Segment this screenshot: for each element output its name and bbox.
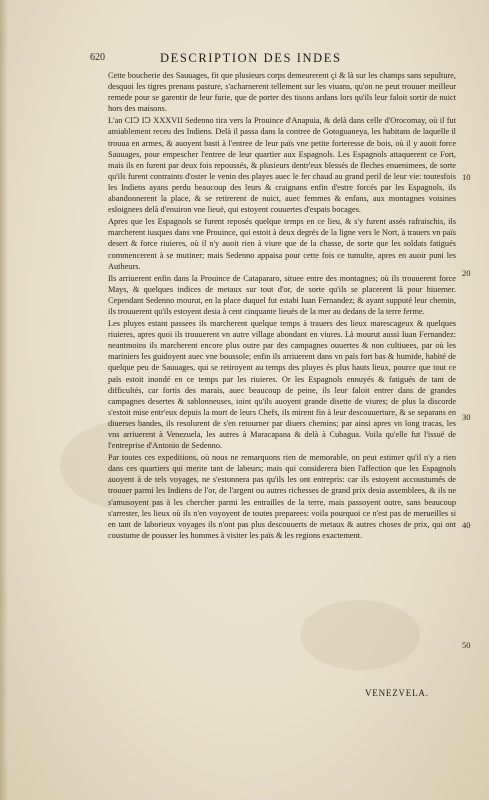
paper-stain <box>300 600 420 670</box>
margin-line-number: 20 <box>462 268 471 278</box>
catchword: VENEZVELA. <box>365 688 429 698</box>
margin-line-number: 10 <box>462 172 471 182</box>
page-gutter-shadow <box>0 0 8 800</box>
page-number: 620 <box>90 52 105 63</box>
paragraph: Ils arriuerent enfin dans la Prouince de Catapararo, situee entre des montagnes; où ils trouuerent force Mays, & quelques indices de metaux sur tout d'or, de sorte qu'ils se placerent là pour hiuerner. Cependant Sedenno mourut, en la place duquel fut estabi Iuan Fernandez; & ayant supputé leur chemin, ils trouuerent qu'ils estoyent desia à cent cinquante lieuës de la mer au dedans de la terre ferme. <box>108 273 456 316</box>
margin-line-number: 30 <box>462 412 471 422</box>
margin-line-number: 40 <box>462 520 471 530</box>
paragraph: Par toutes ces expeditions, où nous ne remarquons rien de memorable, on peut estimer qu'il n'y a rien dans ces quartiers qui merite tant de labeurs; mais qui considerera bien l'affection que les Espagnols auoyent à de tels voyages, ne s'estonnera pas qu'ils les ont entrepris: car ils estoyent accoustumés de trouuer parmi les Indiens de l'or, de l'argent ou autres richesses de grand prix desia assemblees, & ils ne s'amusoyent pas à les chercher parmi les entrailles de la terre, mais passoyent outre, sans beaucoup s'arrester, les lieux où ils n'en voyoyent de toutes preparees: voila pourquoi ce n'est pas de merueilles si en tant de laborieux voyages ils n'ont pas plus descouuerts de metaux & autres choses de prix, qui ont coustume de pousser les hommes à visiter les païs & les regions exactement. <box>108 453 456 540</box>
paragraph: L'an CIↃ IↃ XXXVII Sedenno tira vers la Prouince d'Anapuia, & delà dans celle d'Orocomay, où il fut amiablement receu des Indiens. Delà il passa dans la contree de Gotoguaneya, les habitans de laquelle il trouua en armes, & auoyent basti à l'entree de leur païs vne petite forteresse de bois, où il y auoit force Sauuages, pour empescher l'entree de leur quartier aux Espagnols. Les Espagnols attaquerent ce Fort, mais ils en furent par deux fois repoussés, & plusieurs dentr'eux blessés de fleches enuenimees, de sorte qu'ils furent contraints d'oster le venin des playes auec le fer chaud au grand peril de leur vie: toutesfois les Indiens ayans perdu beaucoup des leurs & craignans enfin d'estre forcés par les Espagnols, ils abandonnerent la place, & se retirerent de nuict, auec femmes & enfans, aux montagnes voisines esloignees delà d'enuiron vne lieuë, qui estoyent couuertes d'espais bocages. <box>108 116 456 215</box>
paragraph: Apres que les Espagnols se furent reposés quelque temps en ce lieu, & s'y furent assés rafraischis, ils marcherent iusques dans vne Prouince, qui estoit à deux degrés de la ligne vers le Nort, à trauers vn païs desert & force riuieres, où il n'y auoit rien à viure que de la chasse, de sorte que les soldats fatigués commencerent à se mutiner; mais Sedenno appaisa pour cette fois ce tumulte, apres en auoir puni les Autheurs. <box>108 217 456 271</box>
paragraph: Cette boucherie des Sauuages, fit que plusieurs corps demeurerent çi & là sur les champs sans sepulture, desquoi les tigres prenans pasture, s'acharnerent tellement sur les viuans, qu'on ne peut trouuer meilleur remede pour se garentir de leur furie, que de porter des tisons ardans lors qu'ils leur faloit sortir de nuict hors des maisons. <box>108 71 456 114</box>
body-text <box>108 70 456 542</box>
paragraph: Les pluyes estant passees ils marcherent quelque temps à trauers des lieux marescageux & quelques riuieres, apres quoi ils trouuerent vn autre village abondant en viures. Là mourut aussi Iuan Fernandez: neantmoins ils marcherent encore plus outre par des campagnes ouuertes & non cultiuees, par où les mariniers les guidoyent auec vne boussole; enfin ils arriuerent dans vn païs fort bas & humide, habité de quelque peu de Sauuages, qui se retiroyent au temps des pluyes és plus hauts lieux, pource que tout ce païs estoit inondé en ce temps par les riuieres. Or les Espagnols ennuyés & fatigués de tant de difficultés, car fortis des marais, auec beaucoup de peine, ils leur faloit entrer dans de grandes campagnes desertes & sablonneuses, ioint qu'ils auoyent grande disette de viures; de plus la discorde s'estoit mise entr'eux depuis la mort de leurs Chefs, ils mirent fin à leur descouuerture, & se separans en diuerses bandes, ils resolurent de s'en retourner par diuers chemins; par ainsi apres vn long tracas, les vns arriuerent à Venezuela, les autres à Maracapana & delà à Cubagua. Voila qu'elle fut l'issuë de l'entreprise d'Antonio de Sedenno. <box>108 319 456 451</box>
page-header <box>90 52 471 68</box>
running-title: DESCRIPTION DES INDES <box>160 51 342 65</box>
margin-line-number: 50 <box>462 640 471 650</box>
